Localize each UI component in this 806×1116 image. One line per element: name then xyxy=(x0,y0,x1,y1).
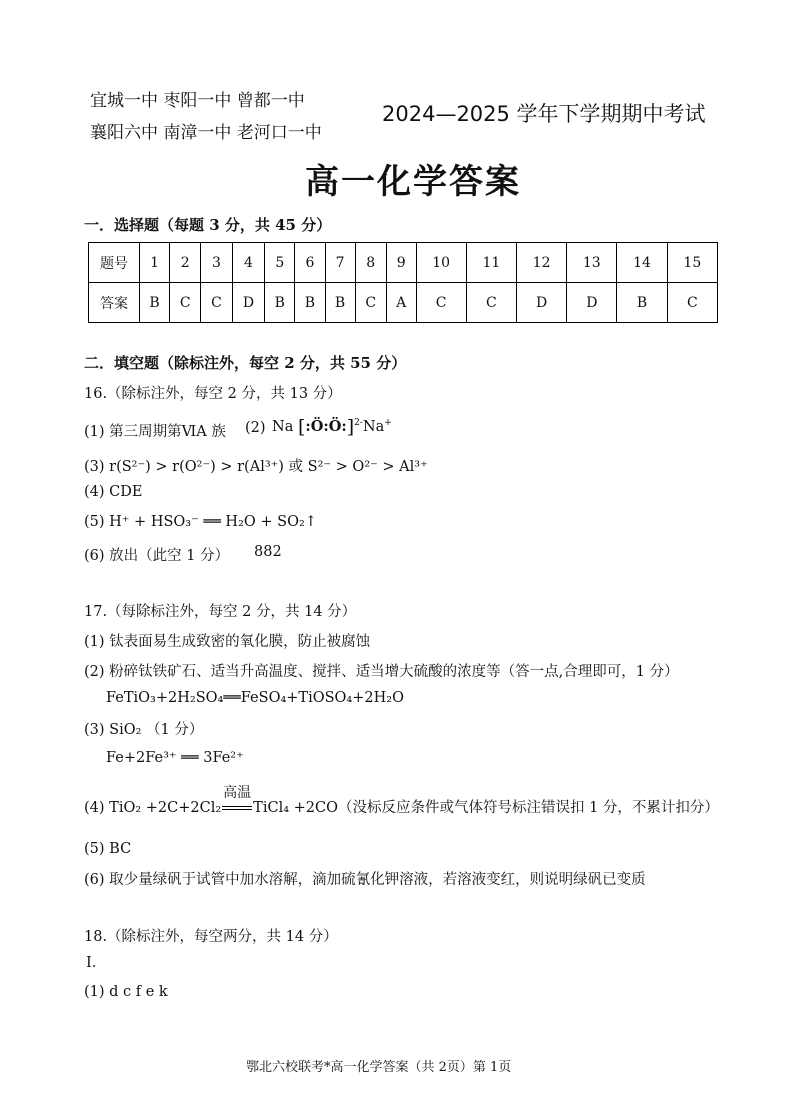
q16-header: 16.（除标注外，每空 2 分，共 13 分） xyxy=(84,386,342,402)
q18-header: 18.（除标注外，每空两分，共 14 分） xyxy=(84,929,338,945)
q17-answer-3-equation: Fe+2Fe³⁺ ══ 3Fe²⁺ xyxy=(106,750,244,766)
question-number: 10 xyxy=(416,243,466,283)
question-number: 12 xyxy=(516,243,566,283)
answer-cell: B xyxy=(295,283,325,323)
q16-answer-5: (5) H⁺ + HSO₃⁻ ══ H₂O + SO₂↑ xyxy=(84,514,317,530)
answer-cell: A xyxy=(386,283,416,323)
q18-part-1: Ⅰ. xyxy=(86,955,97,971)
section1-heading: 一．选择题（每题 3 分，共 45 分） xyxy=(84,216,332,234)
answer-cell: C xyxy=(355,283,386,323)
answer-cell: D xyxy=(567,283,617,323)
q16-answer-2-label: (2) xyxy=(245,420,266,436)
question-number: 1 xyxy=(140,243,170,283)
question-number: 13 xyxy=(567,243,617,283)
school-list-row1: 宜城一中 枣阳一中 曾都一中 xyxy=(90,91,305,111)
exam-title: 2024—2025 学年下学期期中考试 xyxy=(382,102,706,126)
question-number: 14 xyxy=(617,243,667,283)
question-number: 6 xyxy=(295,243,325,283)
q17-answer-5: (5) BC xyxy=(84,841,132,857)
table-row-numbers xyxy=(89,243,718,283)
answer-cell: C xyxy=(667,283,717,323)
reaction-condition xyxy=(221,785,253,816)
answer-cell: D xyxy=(516,283,566,323)
answer-table xyxy=(88,242,718,323)
q17-header: 17.（每除标注外，每空 2 分，共 14 分） xyxy=(84,604,357,620)
q18-answer-1: (1) d c f e k xyxy=(84,984,168,1000)
q17-answer-6: (6) 取少量绿矾于试管中加水溶解，滴加硫氰化钾溶液，若溶液变红，则说明绿矾已变质 xyxy=(84,872,646,888)
table-row-answers xyxy=(89,283,718,323)
q17-answer-2-equation: FeTiO₃+2H₂SO₄══FeSO₄+TiOSO₄+2H₂O xyxy=(106,690,404,706)
sodium-peroxide-lewis-structure: Na [:Ö:Ö:]$^{2-}$Na+ xyxy=(272,416,392,438)
school-list-row2: 襄阳六中 南漳一中 老河口一中 xyxy=(90,123,322,143)
question-number: 15 xyxy=(667,243,717,283)
question-number: 11 xyxy=(466,243,516,283)
answer-cell: B xyxy=(140,283,170,323)
q17-answer-4-reactants: TiO₂ +2C+2Cl₂ xyxy=(109,800,222,816)
page-footer: 鄂北六校联考*高一化学答案（共 2页）第 1页 xyxy=(246,1060,512,1075)
answer-cell: C xyxy=(466,283,516,323)
question-number: 3 xyxy=(201,243,232,283)
answer-cell: C xyxy=(201,283,232,323)
question-number: 8 xyxy=(355,243,386,283)
q17-answer-2: (2) 粉碎钛铁矿石、适当升高温度、搅拌、适当增大硫酸的浓度等（答一点,合理即可，1 分） xyxy=(84,664,679,680)
question-number: 2 xyxy=(170,243,201,283)
question-number: 5 xyxy=(265,243,295,283)
q16-answer-6-value: 882 xyxy=(254,544,282,560)
answer-cell: D xyxy=(232,283,265,323)
section2-heading: 二．填空题（除标注外，每空 2 分，共 55 分） xyxy=(84,354,407,372)
question-number: 7 xyxy=(325,243,355,283)
q16-answer-3: (3) r(S²⁻) > r(O²⁻) > r(Al³⁺) 或 S²⁻ > O²⁻ > Al³⁺ xyxy=(84,459,428,475)
question-number: 9 xyxy=(386,243,416,283)
answer-cell: B xyxy=(325,283,355,323)
row-label-number: 题号 xyxy=(89,243,140,283)
reaction-condition-label: 高温 xyxy=(223,785,252,801)
q17-answer-1: (1) 钛表面易生成致密的氧化膜，防止被腐蚀 xyxy=(84,634,371,650)
q17-answer-4-products: TiCl₄ +2CO（没标反应条件或气体符号标注错误扣 1 分，不累计扣分） xyxy=(253,800,719,816)
answer-cell: C xyxy=(416,283,466,323)
answer-cell: C xyxy=(170,283,201,323)
answer-cell: B xyxy=(265,283,295,323)
answer-cell: B xyxy=(617,283,667,323)
q17-answer-4-label: (4) xyxy=(84,800,105,816)
page-title: 高一化学答案 xyxy=(305,162,521,202)
q16-answer-4: (4) CDE xyxy=(84,484,143,500)
q16-answer-6: (6) 放出（此空 1 分） xyxy=(84,548,230,564)
question-number: 4 xyxy=(232,243,265,283)
q17-answer-4 xyxy=(84,785,719,817)
q16-answer-1: (1) 第三周期第ⅥA 族 xyxy=(84,424,226,440)
row-label-answer: 答案 xyxy=(89,283,140,323)
q17-answer-3: (3) SiO₂ （1 分） xyxy=(84,722,204,738)
